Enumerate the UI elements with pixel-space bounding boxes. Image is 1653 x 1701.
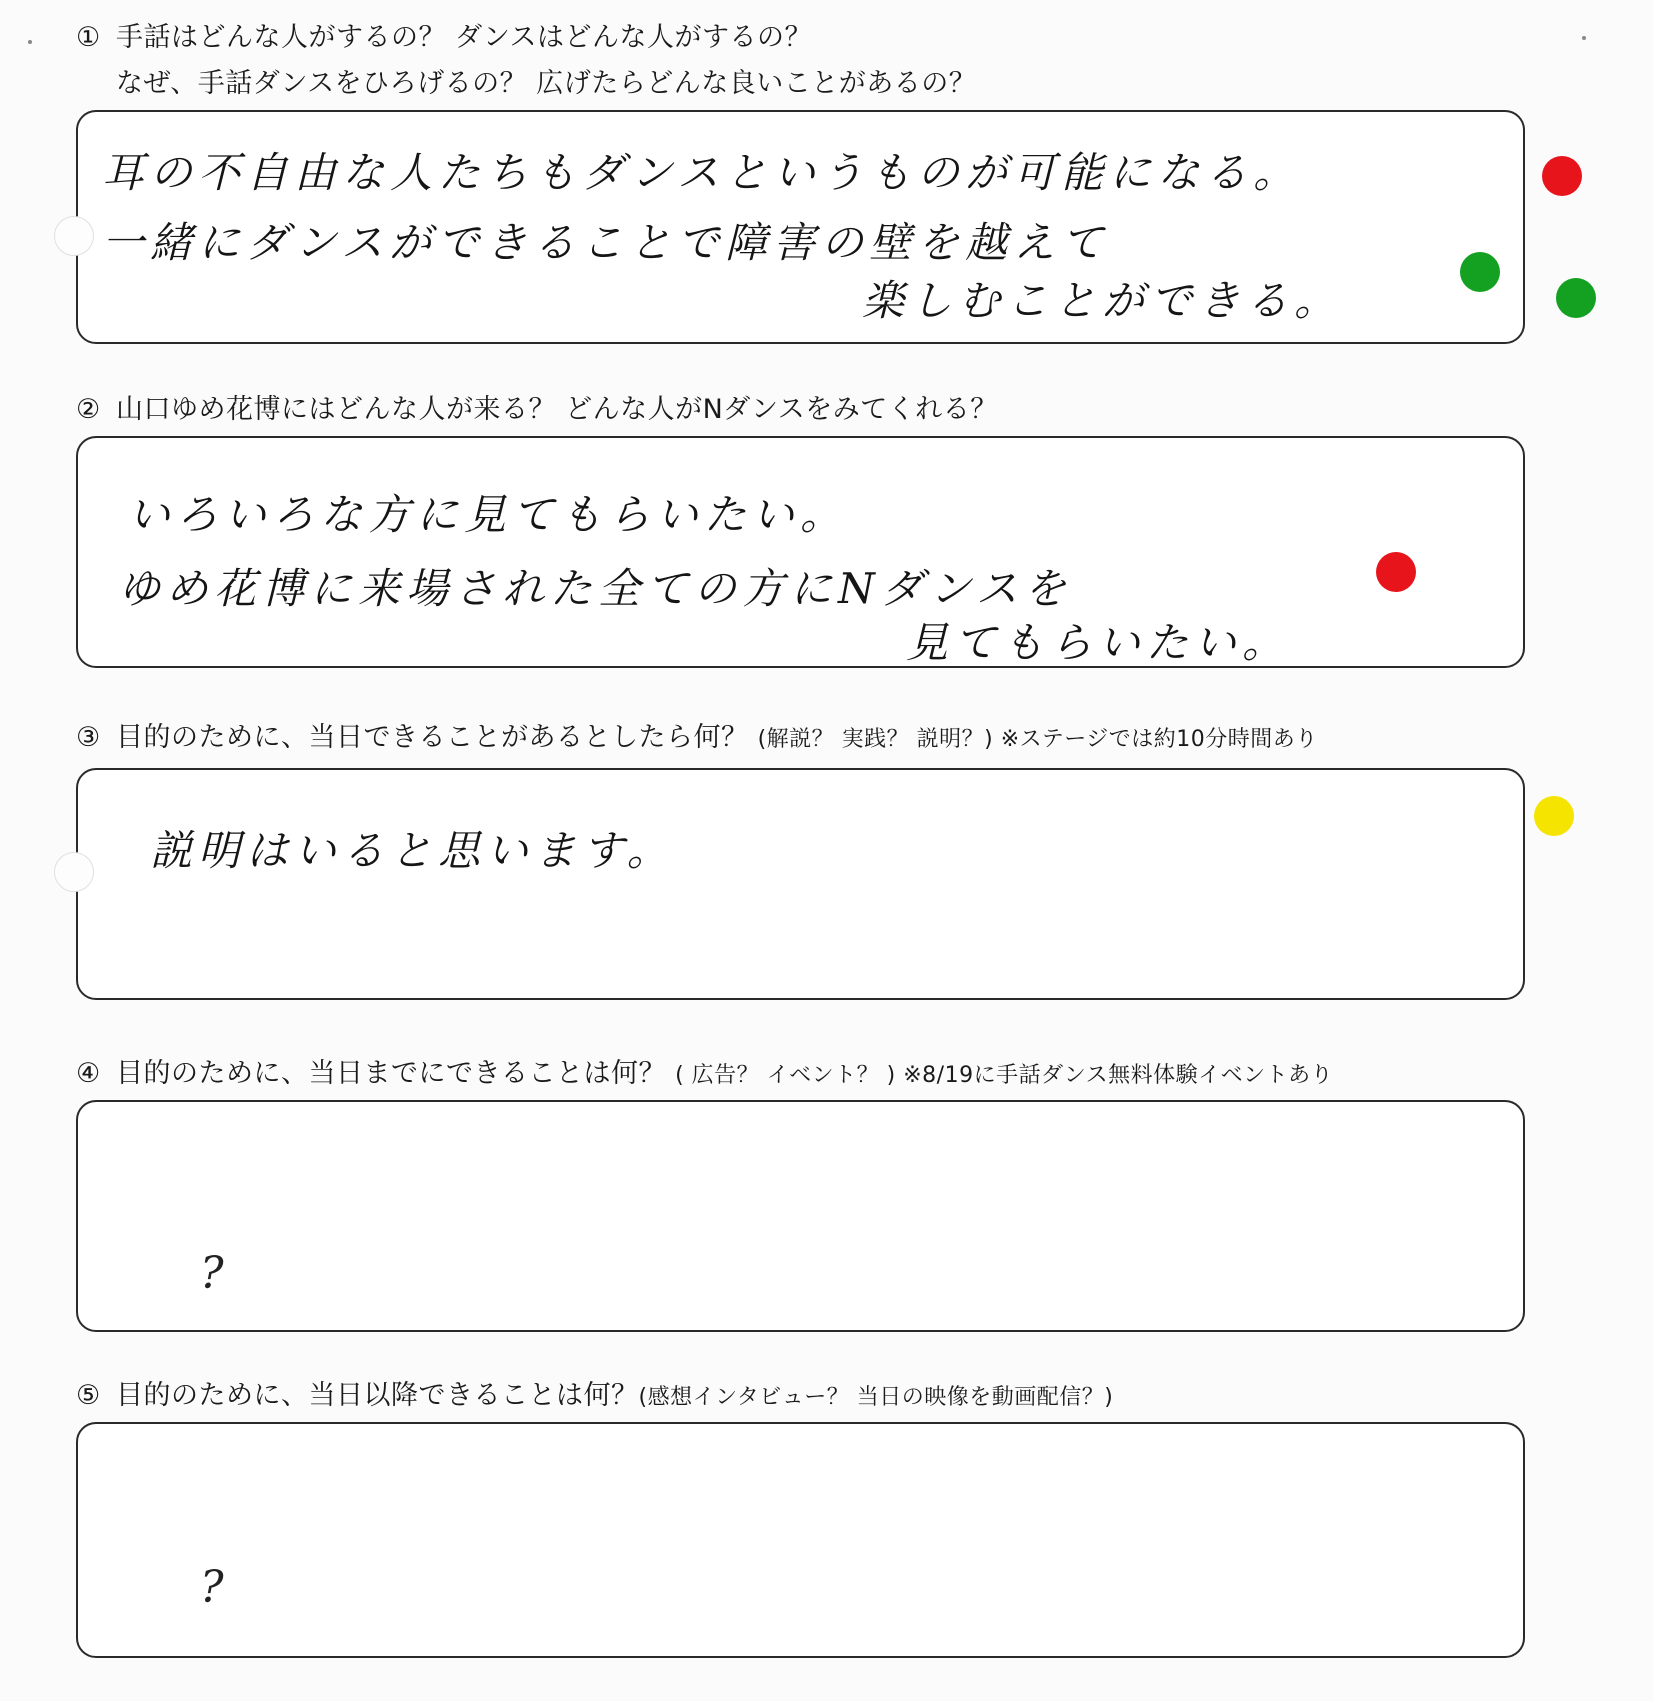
question-text: 山口ゆめ花博にはどんな人が来る？ どんな人がNダンスをみてくれる？ (116, 394, 998, 425)
question-text: 手話はどんな人がするの？ ダンスはどんな人がするの？ (116, 22, 813, 53)
green-sticker (1460, 252, 1500, 292)
answer-2-line-3: 見てもらいたい。 (906, 618, 1291, 667)
speck (1582, 36, 1586, 40)
answer-1-line-1: 耳の不自由な人たちもダンスというものが可能になる。 (102, 148, 1302, 197)
question-text: 目的のために、当日以降できることは何？ (116, 1380, 639, 1411)
question-text: 目的のために、当日までにできることは何？ (116, 1058, 666, 1089)
question-1-line-1 (76, 16, 812, 60)
question-note: ( 広告？ イベント？ ) ※8/19に手話ダンス無料体験イベントあり (675, 1063, 1334, 1088)
question-note: (解説？ 実践？ 説明？) ※ステージでは約10分時間あり (757, 727, 1318, 752)
answer-2-line-1: いろいろな方に見てもらいたい。 (128, 490, 849, 539)
question-number: ④ (76, 1058, 101, 1089)
punch-hole (54, 216, 94, 256)
question-number: ① (76, 22, 101, 53)
question-text: なぜ、手話ダンスをひろげるの？ 広げたらどんな良いことがあるの？ (116, 68, 977, 99)
answer-box-4 (76, 1100, 1525, 1332)
question-number: ③ (76, 722, 101, 753)
answer-4-mark: ? (200, 1248, 224, 1299)
question-1-line-2 (116, 62, 976, 106)
answer-box-2 (76, 436, 1525, 668)
answer-2-line-2: ゆめ花博に来場された全ての方にNダンスを (118, 564, 1072, 613)
question-5-line-1 (76, 1374, 1113, 1420)
answer-box-5 (76, 1422, 1525, 1658)
question-text: 目的のために、当日できることがあるとしたら何？ (116, 722, 749, 753)
question-3-line-1 (76, 716, 1318, 762)
question-note: (感想インタビュー？ 当日の映像を動画配信？) (638, 1385, 1114, 1410)
punch-hole (54, 852, 94, 892)
red-sticker (1376, 552, 1416, 592)
red-sticker (1542, 156, 1582, 196)
question-2-line-1 (76, 388, 998, 432)
answer-5-mark: ? (200, 1562, 224, 1613)
answer-box-3 (76, 768, 1525, 1000)
green-sticker (1556, 278, 1596, 318)
speck (28, 40, 32, 44)
answer-3-line-1: 説明はいると思います。 (150, 826, 675, 875)
answer-1-line-2: 一緒にダンスができることで障害の壁を越えて (102, 218, 1110, 267)
yellow-sticker (1534, 796, 1574, 836)
question-number: ② (76, 394, 101, 425)
question-4-line-1 (76, 1052, 1333, 1098)
answer-1-line-3: 楽しむことができる。 (862, 276, 1343, 325)
question-number: ⑤ (76, 1380, 101, 1411)
